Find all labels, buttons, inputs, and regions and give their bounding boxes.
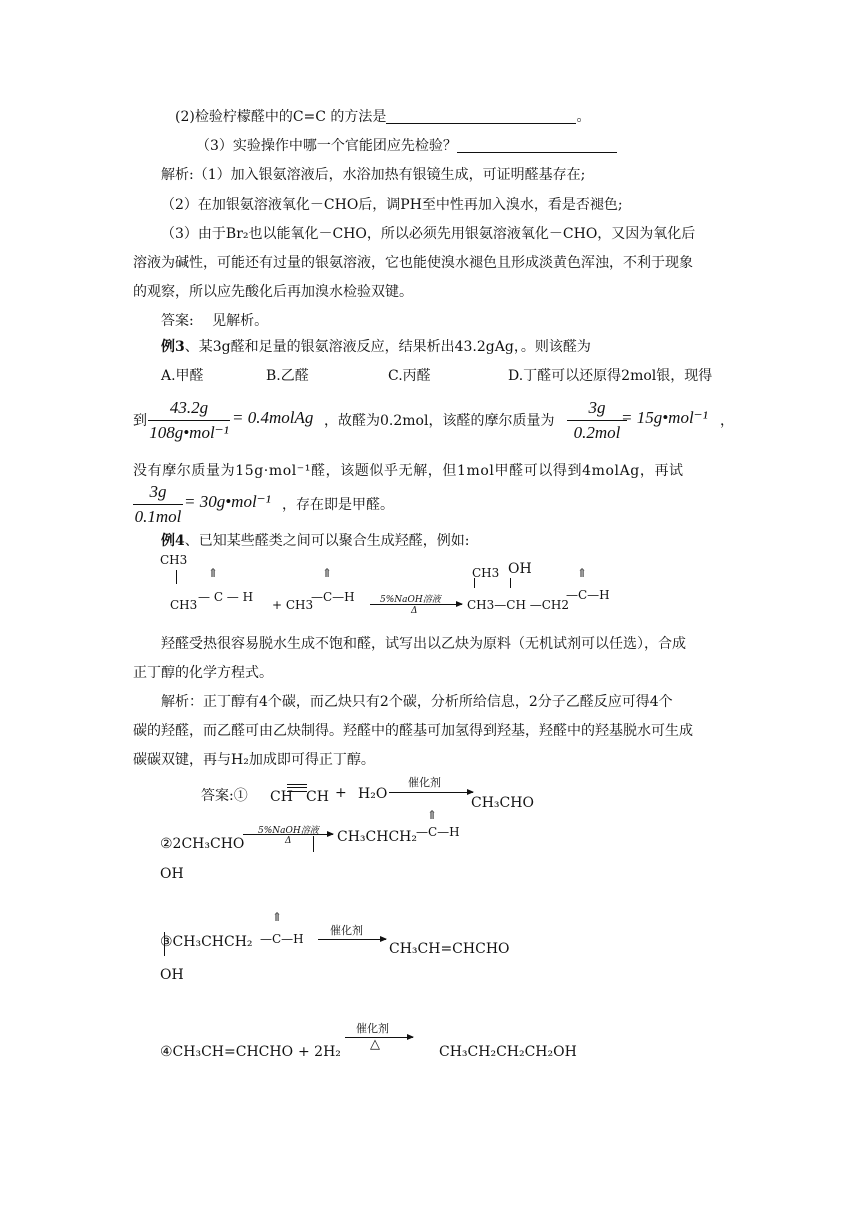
solution-line-1: 解析：正丁醇有4个碳，而乙炔只有2个碳，分析所给信息，2分子乙醛反应可得4个 xyxy=(161,694,673,710)
fraction-3-denominator: 0.1mol xyxy=(134,507,182,526)
catalyst-label: 催化剂 xyxy=(408,776,441,789)
step-2-oh: OH xyxy=(160,866,184,882)
bond-line xyxy=(176,570,177,584)
double-bond-o: ⇑ xyxy=(427,808,438,822)
step-3-catalyst: 催化剂 xyxy=(330,924,363,937)
r1-oh: OH xyxy=(508,561,532,577)
option-a: A.甲醛 xyxy=(161,368,204,384)
r1-c-h-2: —C—H xyxy=(311,590,355,604)
step-4-delta: △ xyxy=(370,1037,380,1052)
question-3-text: （3）实验操作中哪一个官能团应先检验？ xyxy=(196,138,457,154)
r1-ch3-mid: CH3 xyxy=(472,566,500,580)
analysis-line-2: （2）在加银氨溶液氧化－CHO后，调PH至中性再加入溴水，看是否褪色; xyxy=(161,197,623,213)
r1-plus-ch3: + CH3 xyxy=(272,598,314,612)
step-4-product: CH₃CH₂CH₂CH₂OH xyxy=(439,1044,577,1060)
option-c: C.丙醛 xyxy=(388,368,431,384)
fraction-1-denominator: 108g•mol⁻¹ xyxy=(149,423,229,442)
ch3cho: CH₃CHO xyxy=(471,795,534,811)
r1-ch3-top: CH3 xyxy=(160,553,188,567)
equation-2: = 15g•mol⁻¹ xyxy=(621,408,708,427)
question-2-end: 。 xyxy=(576,109,591,125)
step-4: ④CH₃CH=CHCHO xyxy=(160,1044,294,1060)
example-3-label: 例3 xyxy=(161,339,185,355)
step-4-plus-h2: + 2H₂ xyxy=(298,1044,341,1060)
option-d: D.丁醛可以还原得2mol银，现得 xyxy=(508,368,713,384)
example-4-text: 、已知某些醛类之间可以聚合生成羟醛，例如: xyxy=(184,533,470,549)
answer-label: 答案:① xyxy=(201,788,248,804)
r1-delta: Δ xyxy=(411,606,418,616)
analysis-line-3a: （3）由于Br₂也以能氧化－CHO，所以必须先用银氨溶液氧化－CHO，又因为氧化后 xyxy=(161,226,696,242)
aldol-line-2: 正丁醇的化学方程式。 xyxy=(133,665,273,681)
solution-line-2: 碳的羟醛，而乙醛可由乙炔制得。羟醛中的醛基可加氢得到羟基，羟醛中的羟基脱水可生成 xyxy=(133,723,693,739)
step-4-catalyst: 催化剂 xyxy=(356,1022,389,1035)
fraction-2-numerator: 3g xyxy=(588,398,606,417)
fraction-1-numerator: 43.2g xyxy=(169,398,209,417)
dao-text: 到 xyxy=(133,413,147,429)
equation-1: = 0.4molAg xyxy=(232,408,314,427)
example-3 xyxy=(161,336,591,358)
example-4-label: 例4 xyxy=(161,533,185,549)
step-3-cho: —C—H xyxy=(260,932,304,946)
h2o: H₂O xyxy=(358,786,388,802)
bond-line xyxy=(474,578,475,588)
fraction-3-numerator: 3g xyxy=(149,482,167,501)
step-2-cho: —C—H xyxy=(416,825,460,839)
r1-c-h: — C — H xyxy=(198,590,254,604)
step-2: ②2CH₃CHO xyxy=(160,836,245,852)
r1-condition: 5%NaOH溶液 xyxy=(380,595,441,605)
bond-line xyxy=(313,836,314,852)
double-bond-o: ⇑ xyxy=(272,910,283,924)
question-3 xyxy=(196,135,617,157)
conclusion-text: ，存在即是甲醛。 xyxy=(282,497,394,513)
equation-3: = 30g•mol⁻¹ xyxy=(184,492,271,511)
question-2 xyxy=(175,106,590,128)
aldol-line-1: 羟醛受热很容易脱水生成不饱和醛，试写出以乙炔为原料（无机试剂可以任选），合成 xyxy=(161,636,686,652)
question-2-text: (2)检验柠檬醛中的C=C 的方法是 xyxy=(175,109,387,125)
plus-sign: + xyxy=(335,785,347,801)
step-3-product: CH₃CH=CHCHO xyxy=(389,941,510,957)
answer-line: 答案: 见解析。 xyxy=(161,313,269,329)
r1-ch3-left: CH3 xyxy=(170,598,198,612)
double-bond-o: ⇑ xyxy=(208,566,219,580)
fraction-1 xyxy=(148,398,230,443)
step-2-condition: 5%NaOH溶液 xyxy=(258,826,319,836)
fraction-2 xyxy=(567,398,627,443)
answer-blank xyxy=(386,109,576,124)
reaction-arrow xyxy=(370,604,462,605)
double-bond-o: ⇑ xyxy=(322,566,333,580)
fraction-3 xyxy=(133,482,183,527)
analysis-line-3b: 溶液为碱性，可能还有过量的银氨溶液，它也能使溴水褪色且形成淡黄色浑浊，不利于现象 xyxy=(133,255,693,271)
comma: ， xyxy=(720,413,734,429)
r1-product: CH3—CH —CH2 xyxy=(467,598,570,612)
ch-right: CH xyxy=(306,789,329,805)
step-2-product: CH₃CHCH₂ xyxy=(337,829,417,845)
double-bond-o: ⇑ xyxy=(577,566,588,580)
reaction-arrow xyxy=(389,792,473,793)
r1-c-h-3: —C—H xyxy=(566,588,610,602)
step-3: ③CH₃CHCH₂ xyxy=(160,934,253,950)
triple-bond xyxy=(287,784,307,792)
analysis-line-1: 解析:（1）加入银氨溶液后，水浴加热有银镜生成，可证明醛基存在; xyxy=(161,167,586,183)
no-mass-line: 没有摩尔质量为15g·mol⁻¹醛，该题似乎无解，但1mol甲醛可以得到4molAg，再试 xyxy=(133,463,684,479)
reaction-arrow xyxy=(243,834,333,835)
analysis-line-3c: 的观察，所以应先酸化后再加溴水检验双键。 xyxy=(133,284,413,300)
example-3-text: 、某3g醛和足量的银氨溶液反应，结果析出43.2gAg，。则该醛为 xyxy=(184,339,591,355)
example-4 xyxy=(161,530,469,552)
ch-left: CH xyxy=(270,789,293,805)
bond-line xyxy=(510,578,511,588)
step-2-delta: Δ xyxy=(285,836,292,846)
molar-mass-text: ，故醛为0.2mol，该醛的摩尔质量为 xyxy=(324,413,555,429)
option-b: B.乙醛 xyxy=(266,368,309,384)
step-3-oh: OH xyxy=(160,967,184,983)
reaction-arrow xyxy=(318,939,386,940)
solution-line-3: 碳碳双键，再与H₂加成即可得正丁醇。 xyxy=(133,752,375,768)
answer-blank xyxy=(457,138,617,153)
fraction-2-denominator: 0.2mol xyxy=(573,423,621,442)
